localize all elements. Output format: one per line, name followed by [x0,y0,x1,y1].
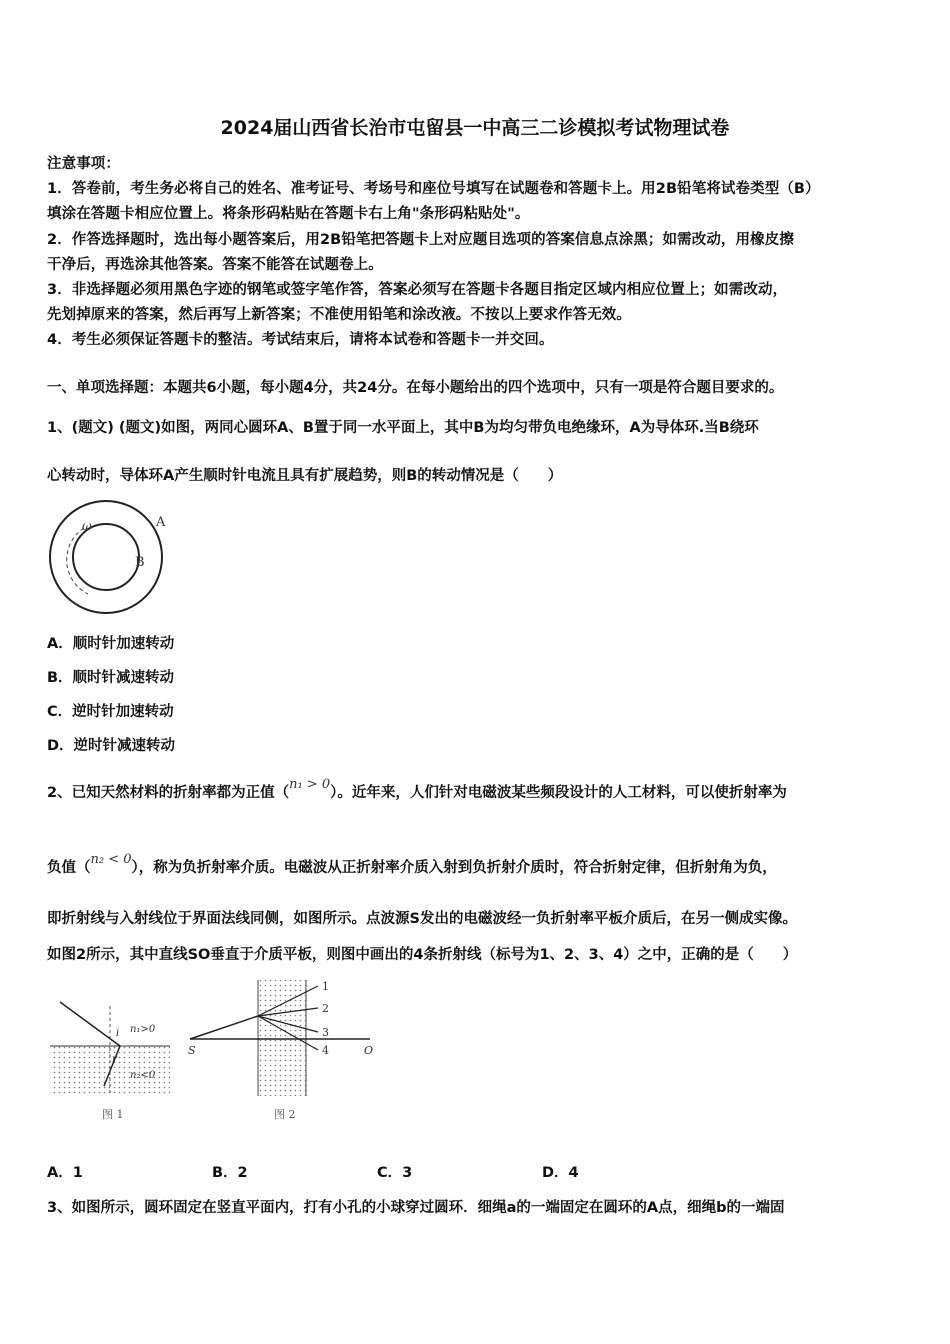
angle-r-label: r [112,1054,117,1065]
q2-stem-line1 [47,777,787,802]
q2-option-d[interactable]: D．4 [542,1165,579,1181]
incident-ray [60,1002,120,1046]
omega-label: ω [82,519,92,533]
q3-stem-line1: 3、如图所示，圆环固定在竖直平面内，打有小孔的小球穿过圆环．细绳a的一端固定在圆环的A点，细绳b的一端固 [47,1200,785,1216]
q1-option-a[interactable]: A．顺时针加速转动 [47,636,175,652]
figure-1-caption: 图 1 [102,1108,124,1121]
n1-label: n₁>0 [130,1024,156,1035]
ring-a [50,501,162,613]
rotation-arrow-icon [67,528,88,594]
n2-label: n₂<0 [130,1070,156,1081]
ring-a-label: A [156,515,166,530]
ray-label-2: 2 [322,1002,329,1015]
q2-figure-1 [48,996,178,1122]
notice-line: 干净后，再选涂其他答案。答案不能答在试题卷上。 [47,257,383,273]
notice-line: 1．答卷前，考生务必将自己的姓名、准考证号、考场号和座位号填写在试题卷和答题卡上。用2B铅笔将试卷类型（B） [47,181,820,197]
ray-label-3: 3 [322,1026,329,1039]
n2-formula: n₂ < 0 [90,852,132,867]
notice-line: 3．非选择题必须用黑色字迹的钢笔或签字笔作答，答案必须写在答题卡各题目指定区域内相应位置上；如需改动， [47,282,788,298]
q1-ring-figure [44,498,179,616]
q2-figure-2 [184,974,384,1124]
notice-line: 先划掉原来的答案，然后再写上新答案；不准使用铅笔和涂改液。不按以上要求作答无效。 [47,307,631,323]
q2-stem-line2 [47,852,777,877]
exam-title: 2024届山西省长治市屯留县一中高三二诊模拟考试物理试卷 [220,117,730,139]
n1-formula: n₁ > 0 [289,777,331,792]
figure-2-caption: 图 2 [274,1108,296,1121]
angle-i-label: i [116,1028,120,1039]
ring-b-label: B [135,555,145,570]
q1-option-d[interactable]: D．逆时针减速转动 [47,738,176,754]
q2-stem-line3: 即折射线与入射线位于界面法线同侧，如图所示。点波源S发出的电磁波经一负折射率平板介质后，在另一侧成实像。 [47,911,797,927]
notice-line: 4．考生必须保证答题卡的整洁。考试结束后，请将本试卷和答题卡一并交回。 [47,332,554,348]
q2-text: 2、已知天然材料的折射率都为正值（ [47,785,290,801]
medium-slab [258,980,306,1096]
notice-line: 填涂在答题卡相应位置上。将条形码粘贴在答题卡右上角"条形码粘贴处"。 [47,206,530,222]
q1-option-c[interactable]: C．逆时针加速转动 [47,704,174,720]
ray-label-1: 1 [322,980,329,993]
source-s-label: S [188,1044,196,1057]
q1-stem-line1: 1、(题文) (题文)如图，两同心圆环A、B置于同一水平面上，其中B为均匀带负电绝缘环，A为导体环.当B绕环 [47,420,759,436]
notice-line: 2．作答选择题时，选出每小题答案后，用2B铅笔把答题卡上对应题目选项的答案信息点涂黑；如需改动，用橡皮擦 [47,232,794,248]
q1-stem-line2: 心转动时，导体环A产生顺时针电流且具有扩展趋势，则B的转动情况是（ ） [47,468,563,484]
ring-b [73,524,139,590]
incident-ray [190,1016,258,1039]
q2-option-c[interactable]: C．3 [377,1165,413,1181]
q2-option-b[interactable]: B．2 [212,1165,248,1181]
ray-label-4: 4 [322,1044,329,1057]
q1-option-b[interactable]: B．顺时针减速转动 [47,670,175,686]
q2-text: ），称为负折射率介质。电磁波从正折射率介质入射到负折射介质时，符合折射定律，但折射角为负， [131,860,777,876]
section-heading: 一、单项选择题：本题共6小题，每小题4分，共24分。在每小题给出的四个选项中，只有一项是符合题目要求的。 [47,380,784,396]
notice-heading: 注意事项： [47,156,120,172]
q2-text: 负值（ [47,860,91,876]
point-o-label: O [364,1044,374,1057]
q2-option-a[interactable]: A．1 [47,1165,83,1181]
q2-stem-line4: 如图2所示，其中直线SO垂直于介质平板，则图中画出的4条折射线（标号为1、2、3、4）之中，正确的是（ ） [47,947,798,963]
q2-text: ）。近年来，人们针对电磁波某些频段设计的人工材料，可以使折射率为 [330,785,787,801]
